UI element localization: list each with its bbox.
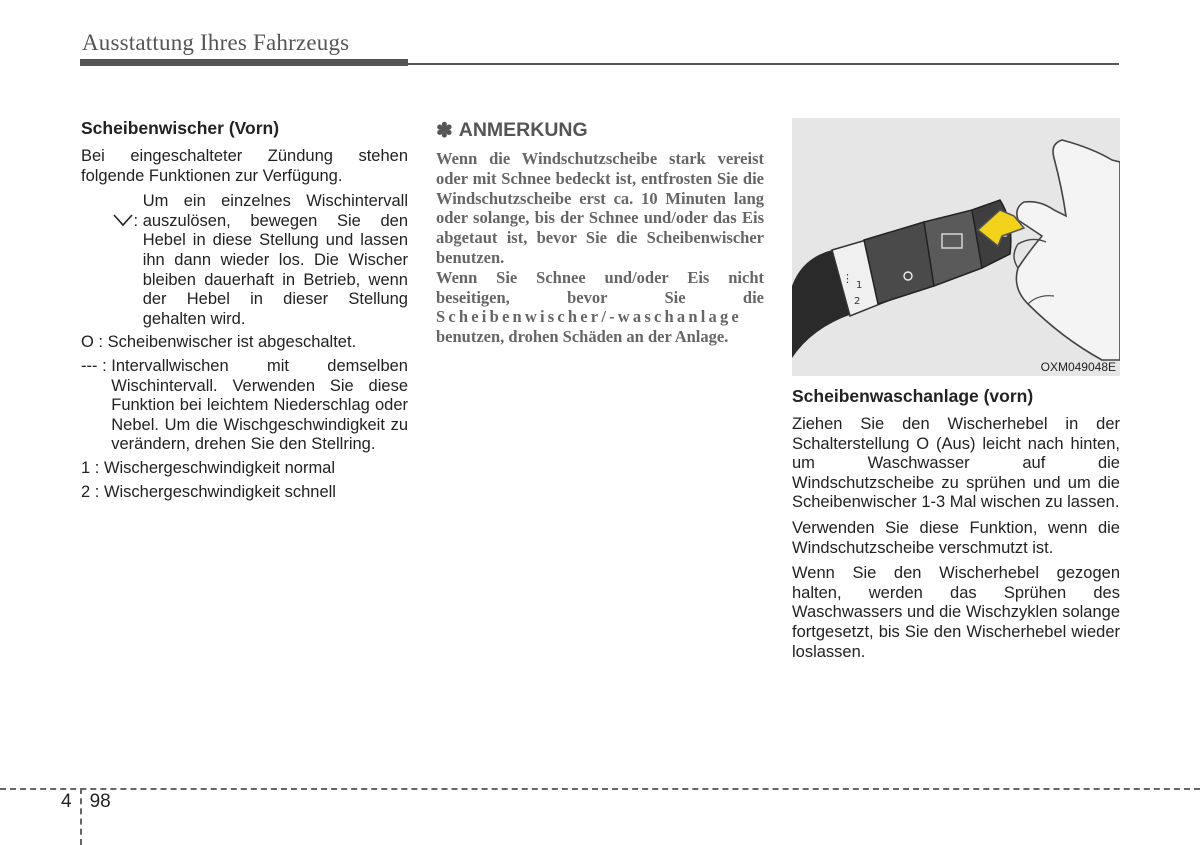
- wiper-item-text: Intervallwischen mit demselben Wischintervall. Verwenden Sie diese Funktion bei leichtem Niederschlag oder Nebel. Um die Wischgeschwindigkeit zu verändern, drehen Sie den Stellring.: [111, 356, 408, 454]
- note-section: [436, 118, 764, 347]
- header-rule-thin: [408, 63, 1119, 65]
- wiper-item-text: Scheibenwischer ist abgeschaltet.: [107, 333, 357, 352]
- wiper-item-single: [81, 192, 408, 329]
- wiper-item-symbol: 1 :: [81, 458, 104, 477]
- svg-text:⋮: ⋮: [842, 272, 853, 285]
- wiper-item-symbol: O :: [81, 333, 108, 352]
- washer-heading: Scheibenwaschanlage (vorn): [792, 386, 1034, 406]
- wiper-section: [81, 118, 408, 506]
- wiper-item-interval: [81, 357, 408, 455]
- figure-code: OXM049048E: [1040, 360, 1116, 374]
- svg-text:2: 2: [854, 296, 861, 307]
- wiper-item-text: Wischergeschwindigkeit schnell: [103, 482, 336, 501]
- wiper-item-text: Wischergeschwindigkeit normal: [103, 458, 336, 477]
- wiper-lever-illustration: [792, 118, 1120, 376]
- washer-paragraph: Verwenden Sie diese Funktion, wenn die Windschutzscheibe verschmutzt ist.: [792, 518, 1120, 557]
- wiper-item-speed-2: [81, 483, 408, 503]
- note-heading-label: ANMERKUNG: [458, 119, 588, 141]
- wiper-heading: Scheibenwischer (Vorn): [81, 118, 280, 138]
- page-number-value: 98: [89, 791, 111, 812]
- wiper-lever-figure: [792, 118, 1120, 376]
- header-rule-thick: [80, 59, 408, 66]
- wiper-item-symbol: --- :: [81, 356, 112, 375]
- note-paragraph-1: Wenn die Windschutzscheibe stark vereist oder mit Schnee bedeckt ist, entfrosten Sie die Windschutzscheibe erst ca. 10 Minuten lang oder solange, bis der Schnee und/oder das Eis abgetaut ist, bevor Sie die Scheibenwischer benutzen.: [436, 149, 764, 267]
- note-paragraph-2: Wenn Sie Schnee und/oder Eis nicht beseitigen, bevor Sie die Scheibenwischer/-waschanlage benutzen, drohen Schäden an der Anlage.: [436, 267, 764, 347]
- svg-text:1: 1: [856, 280, 863, 291]
- wiper-item-off: [81, 333, 408, 353]
- washer-paragraph: Ziehen Sie den Wischerhebel in der Schalterstellung O (Aus) leicht nach hinten, um Waschwasser auf die Windschutzscheibe zu sprühen und um die Scheibenwischer 1-3 Mal wischen zu lassen.: [792, 415, 1120, 512]
- asterisk-icon: ✽: [436, 120, 453, 142]
- washer-section: [792, 118, 1120, 668]
- chapter-number: 4: [61, 791, 72, 812]
- wiper-item-speed-1: [81, 459, 408, 479]
- wiper-intro: Bei eingeschalteter Zündung stehen folgende Funktionen zur Verfügung.: [81, 147, 408, 185]
- note-heading: [436, 118, 764, 143]
- page-number: [61, 791, 111, 813]
- page-header-title: Ausstattung Ihres Fahrzeugs: [82, 30, 350, 55]
- washer-paragraph: Wenn Sie den Wischerhebel gezogen halten, werden das Sprühen des Waschwassers und die Wischzyklen solange fortgesetzt, bis Sie den Wischerhebel wieder loslassen.: [792, 564, 1120, 661]
- chevron-down-icon: [112, 212, 134, 228]
- wiper-item-symbol: 2 :: [81, 482, 104, 501]
- wiper-item-symbol: :: [81, 192, 143, 329]
- wiper-item-text: Um ein einzelnes Wischintervall auszulösen, bewegen Sie den Hebel in diese Stellung und lassen ihn dann wieder los. Die Wischer bleiben dauerhaft in Betrieb, wenn der Hebel in dieser Stellung gehalten wird.: [142, 192, 408, 328]
- footer-divider: [0, 788, 1200, 790]
